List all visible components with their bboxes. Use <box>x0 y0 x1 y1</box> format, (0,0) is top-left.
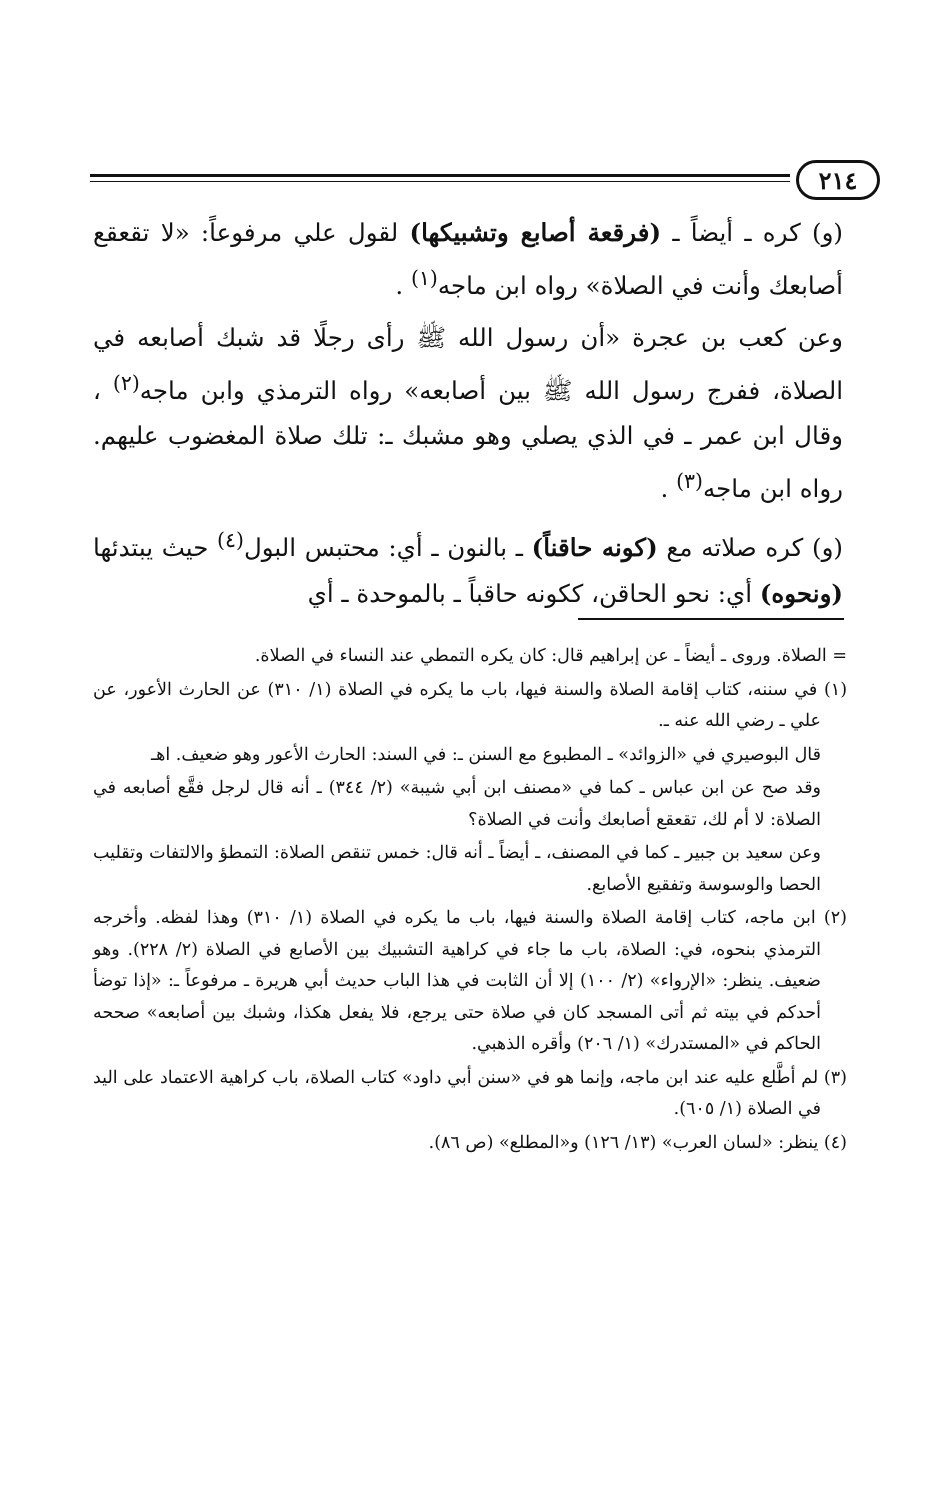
page-header <box>90 160 880 200</box>
footnotes <box>93 641 847 1161</box>
text-run: . <box>395 270 411 300</box>
paragraph-2 <box>93 315 843 511</box>
paragraph-3 <box>93 518 843 616</box>
bold-term: (كونه حاقناً) <box>531 533 658 563</box>
footnote-1-para-2: قال البوصيري في «الزوائد» ـ المطبوع مع السنن ـ: في السند: الحارث الأعور وهو ضعيف. اهـ <box>151 744 821 765</box>
footnote-ref: (٤) <box>217 528 244 553</box>
footnote-3: (٣) لم أطَّلع عليه عند ابن ماجه، وإنما هو في «سنن أبي داود» كتاب الصلاة، باب كراهية الاعتماد على اليد في الصلاة (١/ ٦٠٥). <box>93 1067 847 1119</box>
footnote-1-para-3: وقد صح عن ابن عباس ـ كما في «مصنف ابن أبي شيبة» (٢/ ٣٤٤) ـ أنه قال لرجل فقَّع أصابعه في الصلاة: لا أم لك، تقعقع أصابعك وأنت في الصلاة؟ <box>93 778 822 830</box>
text-run: (و) كره صلاته مع <box>657 533 843 563</box>
paragraph-1 <box>93 210 843 308</box>
bold-term: (ونحوه) <box>759 579 843 609</box>
text-run: حيث يبتدئها <box>93 533 218 563</box>
header-rule-thin <box>90 181 790 182</box>
footnote-4: (٤) ينظر: «لسان العرب» (١٣/ ١٢٦) و«المطلع» (ص ٨٦). <box>428 1132 847 1153</box>
text-run: أي: نحو الحاقن، ككونه حاقباً ـ بالموحدة ـ أي <box>307 579 760 609</box>
text-run: لقول علي مرفوعاً: «لا تقعقع أصابعك وأنت في الصلاة» رواه ابن ماجه <box>93 218 843 300</box>
text-run: (و) كره ـ أيضاً ـ <box>661 218 843 247</box>
footnote-ref: (١) <box>410 265 438 290</box>
footnote-ref: (٣) <box>676 468 703 493</box>
text-run: . <box>660 473 677 503</box>
page-number: ٢١٤ <box>796 160 880 200</box>
footnote-2: (٢) ابن ماجه، كتاب إقامة الصلاة والسنة فيها، باب ما يكره في الصلاة (١/ ٣١٠) وهذا لفظه. وأخرجه الترمذي بنحوه، في: الصلاة، باب ما جاء في كراهية التشبيك بين الأصابع في الصلاة (٢/ ٢٢٨). وهو ضعيف. ينظر: «الإرواء» (٢/ ١٠٠) إلا أن الثابت في هذا الباب حديث أبي هريرة ـ مرفوعاً ـ: «إذا توضأ أحدكم في بيته ثم أتى المسجد كان في صلاة حتى يرجع، فلا يفعل هكذا، وشبك بين أصابعه» صححه الحاكم في «المستدرك» (١/ ٢٠٦) وأقره الذهبي. <box>93 908 847 1054</box>
bold-term: (فرقعة أصابع وتشبيكها) <box>409 218 662 247</box>
footnote-divider <box>578 618 844 620</box>
footnote-continuation: = الصلاة. وروى ـ أيضاً ـ عن إبراهيم قال: كان يكره التمطي عند النساء في الصلاة. <box>254 646 847 666</box>
main-text <box>93 210 843 624</box>
text-run: ـ بالنون ـ أي: محتبس البول <box>243 533 532 563</box>
header-rule-thick <box>90 174 790 177</box>
footnote-ref: (٢) <box>112 370 140 395</box>
footnote-1-para-4: وعن سعيد بن جبير ـ كما في المصنف، ـ أيضاً ـ أنه قال: خمس تنقص الصلاة: التمطؤ والالتفات وتقليب الحصا والوسوسة وتفقيع الأصابع. <box>93 843 821 895</box>
text-run: وعن كعب بن عجرة «أن رسول الله ﷺ رأى رجلًا قد شبك أصابعه في الصلاة، ففرج رسول الله ﷺ بين أصابعه» رواه الترمذي وابن ماجه <box>93 323 843 405</box>
text-run: ، وقال ابن عمر ـ في الذي يصلي وهو مشبك ـ: تلك صلاة المغضوب عليهم. رواه ابن ماجه <box>93 375 843 503</box>
footnote-1: (١) في سننه، كتاب إقامة الصلاة والسنة فيها، باب ما يكره في الصلاة (١/ ٣١٠) عن الحارث الأعور، عن علي ـ رضي الله عنه ـ. <box>93 679 848 731</box>
